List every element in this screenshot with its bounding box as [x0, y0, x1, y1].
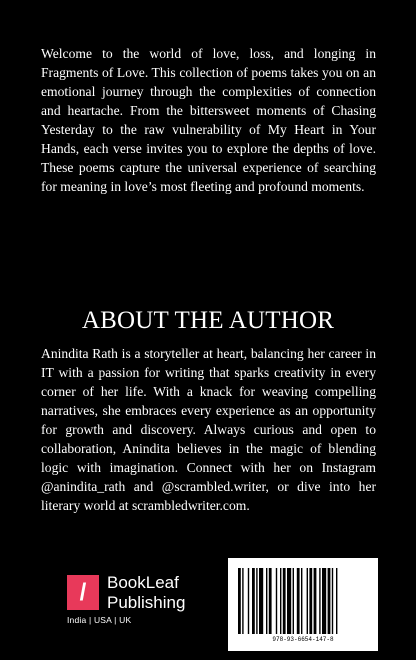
publisher-name-line2: Publishing [107, 593, 186, 612]
about-author-heading: ABOUT THE AUTHOR [81, 307, 335, 334]
barcode-icon [238, 568, 368, 634]
back-cover-blurb: Welcome to the world of love, loss, and longing in Fragments of Love. This collection of poems takes you on an emotional journey through the complexities of connection and heartache. From the bittersweet moments of Chasing Yesterday to the raw vulnerability of My Heart in Your Hands, each verse invites you to explore the depths of love. These poems capture the universal experience of searching for meaning in love’s most fleeting and profound moments. [41, 46, 376, 194]
publisher-logo-mark: / [67, 575, 99, 610]
publisher-name [107, 573, 185, 613]
publisher-name-line1: BookLeaf [107, 573, 179, 592]
publisher-regions: India | USA | UK [67, 615, 132, 625]
isbn-number: 978-93-6654-147-8 [272, 636, 334, 643]
publisher-logo [67, 575, 197, 635]
isbn-barcode [228, 558, 378, 651]
author-bio: Anindita Rath is a storyteller at heart, balancing her career in IT with a passion for writing that sparks creativity in every corner of her life. With a knack for weaving compelling narratives, she embraces every experience as an opportunity for growth and discovery. Always curious and open to collaboration, Anindita believes in the magic of blending logic with imagination. Connect with her on Instagram @anindita_rath and @scrambled.writer, or dive into her literary world at scrambledwriter.com. [41, 346, 376, 513]
